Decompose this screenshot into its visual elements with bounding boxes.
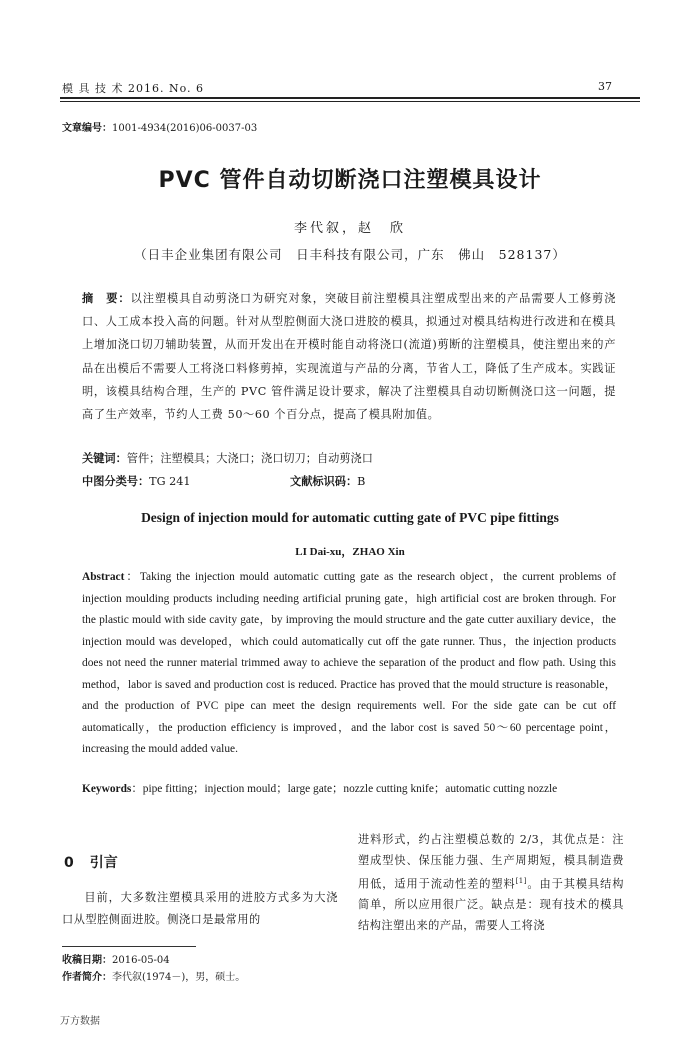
abstract-chinese-label: 摘 要： xyxy=(82,292,131,305)
article-number-label: 文章编号： xyxy=(62,123,112,134)
journal-header: 模 具 技 术 2016. No. 6 xyxy=(62,82,205,95)
received-value: 2016-05-04 xyxy=(112,955,170,966)
footnote-received xyxy=(62,951,170,966)
keywords-english-text: ：pipe fitting；injection mould；large gate；nozzle cutting knife；automatic cutting nozzle xyxy=(131,783,558,795)
author-bio-value: 李代叙(1974－)，男，硕士。 xyxy=(112,972,246,983)
body-text-left-column: 目前，大多数注塑模具采用的进胶方式多为大浇口从型腔侧面进胶。侧浇口是最常用的 xyxy=(62,891,338,926)
clc-label: 中图分类号： xyxy=(82,475,150,488)
clc-value: TG 241 xyxy=(149,475,191,488)
section-heading xyxy=(64,852,118,872)
doc-code-label: 文献标识码： xyxy=(290,475,358,488)
abstract-english-label: Abstract xyxy=(82,571,125,583)
article-number-value: 1001-4934(2016)06-0037-03 xyxy=(112,123,258,134)
header-rule-thick xyxy=(60,97,640,99)
authors-chinese: 李代叙，赵 欣 xyxy=(293,221,406,236)
body-right-text-b: 。由于其模具结构简单，所以应用很广泛。缺点是：现有技术的模具结构注塑出来的产品，需要人工将浇 xyxy=(358,877,624,932)
keywords-english xyxy=(82,780,622,796)
footnote-author xyxy=(62,968,245,983)
footnote-rule xyxy=(62,946,196,947)
section-number: 0 xyxy=(64,855,74,871)
abstract-english-text: ：Taking the injection mould automatic cutting gate as the research object，the current problems of injection moulding products including needing artificial pruning gate，high artificial cost are broken through. For the plastic mould with side cavity gate，by improving the mould structure and the gate cutter auxiliary device，the injection mould was developed，which could automatically cut off the gate runner. Thus，the injection products does not need the runner material trimmed away to achieve the separation of the product and flow path. Using this method，labor is saved and production cost is reduced. Practice has proved that the mould structure is reasonable，and the production of PVC pipe can meet the design requirements well. For the side gate can be cut off automatically，the production efficiency is improved，and the labor cost is saved 50～60 percentage point，increasing the mould added value. xyxy=(82,571,616,755)
author-bio-label: 作者简介： xyxy=(62,972,112,983)
keywords-english-label: Keywords xyxy=(82,783,132,795)
article-number xyxy=(62,119,257,134)
section-title: 引言 xyxy=(89,855,118,871)
title-english: Design of injection mould for automatic cutting gate of PVC pipe fittings xyxy=(141,510,559,525)
keywords-chinese-label: 关键词： xyxy=(82,452,127,465)
page-number: 37 xyxy=(598,80,612,93)
document-code xyxy=(290,473,365,489)
body-text-right-column xyxy=(358,830,624,936)
abstract-chinese-text: 以注塑模具自动剪浇口为研究对象，突破目前注塑模具注塑成型出来的产品需要人工修剪浇口、人工成本投入高的问题。针对从型腔侧面大浇口进胶的模具，拟通过对模具结构进行改进和在模具上增加浇口切刀辅助装置，从而开发出在开模时能自动将浇口(流道)剪断的注塑模具，使注塑出来的产品在出模后不需要人工将浇口料修剪掉，实现流道与产品的分离，节省人工，降低了生产成本。实践证明，该模具结构合理，生产的 PVC 管件满足设计要求，解决了注塑模具自动切断侧浇口这一问题，提高了生产效率，节约人工费 50～60 个百分点，提高了模具附加值。 xyxy=(82,292,616,422)
clc-number xyxy=(82,475,190,488)
body-right-text-a: 进料形式，约占注塑模总数的 2/3，其优点是：注塑成型快、保压能力强、生产周期短，模具制造费用低，适用于流动性差的塑料 xyxy=(358,833,624,891)
header-rule-thin xyxy=(60,101,640,102)
citation-ref: [1] xyxy=(515,877,527,885)
received-label: 收稿日期： xyxy=(62,955,112,966)
keywords-chinese-text: 管件；注塑模具；大浇口；浇口切刀；自动剪浇口 xyxy=(126,452,373,465)
affiliation-chinese: （日丰企业集团有限公司 日丰科技有限公司，广东 佛山 528137） xyxy=(134,247,566,262)
keywords-chinese xyxy=(82,450,373,466)
watermark: 万方数据 xyxy=(60,1016,100,1027)
title-chinese: PVC 管件自动切断浇口注塑模具设计 xyxy=(158,168,542,193)
classification-line xyxy=(82,473,616,489)
doc-code-value: B xyxy=(357,475,366,488)
abstract-english xyxy=(82,567,616,761)
abstract-chinese xyxy=(82,287,616,426)
authors-english: LI Dai-xu，ZHAO Xin xyxy=(295,546,405,558)
